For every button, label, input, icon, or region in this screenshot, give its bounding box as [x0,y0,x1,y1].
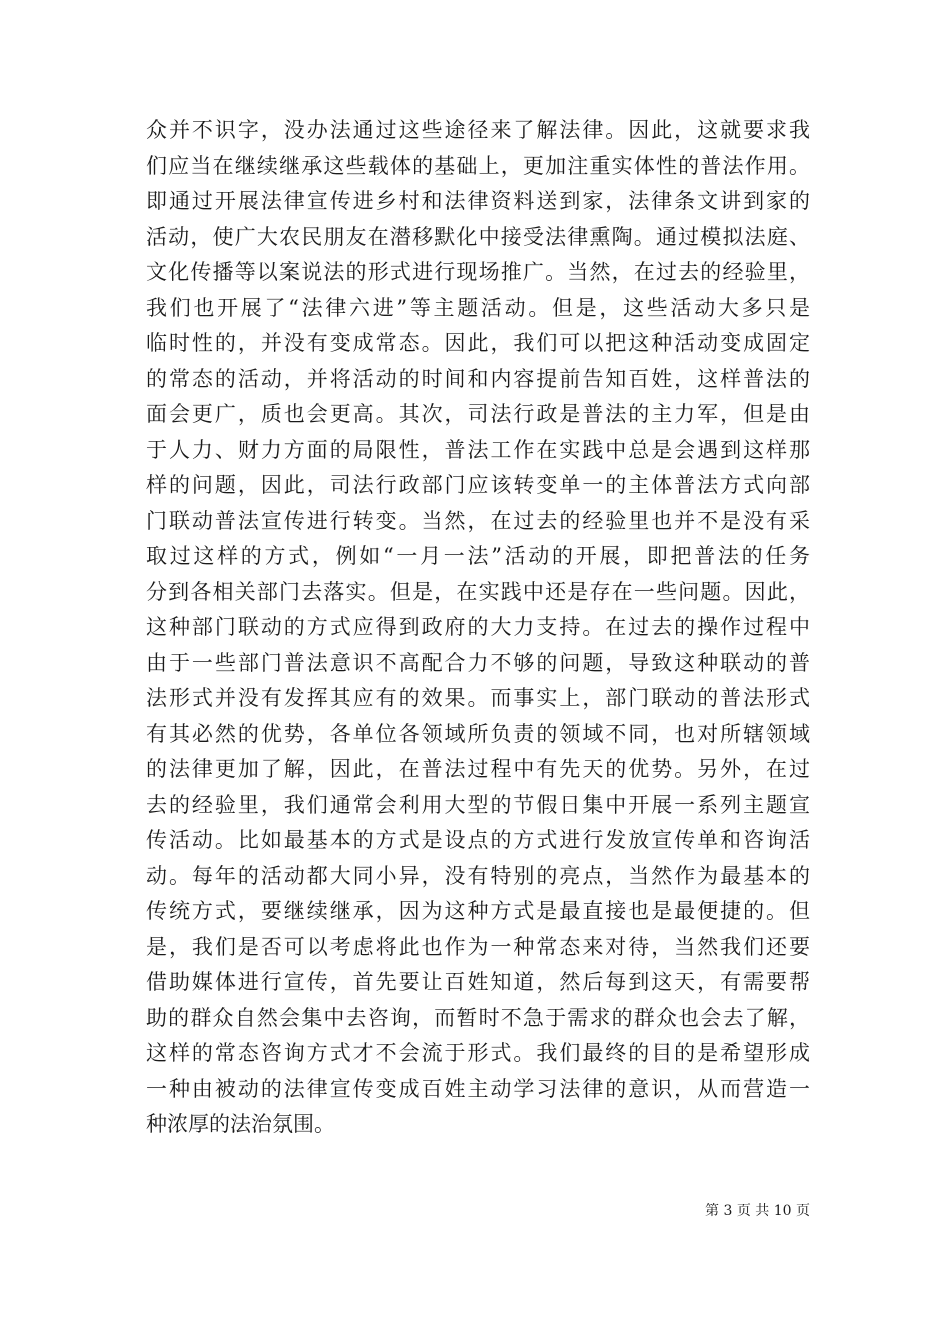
text-line: 法形式并没有发挥其应有的效果。而事实上，部门联动的普法形式 [146,686,810,710]
text-line: 门联动普法宣传进行转变。当然，在过去的经验里也并不是没有采 [146,508,810,533]
text-line: 样的问题，因此，司法行政部门应该转变单一的主体普法方式向部 [146,473,810,497]
text-line: 这样的常态咨询方式才不会流于形式。我们最终的目的是希望形成 [146,1041,810,1065]
text-line: 们应当在继续继承这些载体的基础上，更加注重实体性的普法作用。 [146,153,810,178]
text-line: 助的群众自然会集中去咨询，而暂时不急于需求的群众也会去了解， [146,1005,810,1030]
text-line: 动。每年的活动都大同小异，没有特别的亮点，当然作为最基本的 [146,863,810,888]
text-line: 去的经验里，我们通常会利用大型的节假日集中开展一系列主题宣 [146,792,810,817]
text-line: 传统方式，要继续继承，因为这种方式是最直接也是最便捷的。但 [146,899,810,923]
text-line: 分到各相关部门去落实。但是，在实践中还是存在一些问题。因此， [146,579,810,604]
text-line: 这种部门联动的方式应得到政府的大力支持。在过去的操作过程中 [146,615,810,639]
text-line: 种浓厚的法治氛围。 [146,1112,335,1136]
text-line: 面会更广，质也会更高。其次，司法行政是普法的主力军，但是由 [146,402,810,426]
text-line: 我们也开展了“法律六进”等主题活动。但是，这些活动大多只是 [146,295,810,320]
text-line: 由于一些部门普法意识不高配合力不够的问题，导致这种联动的普 [146,650,810,675]
text-line: 临时性的，并没有变成常态。因此，我们可以把这种活动变成固定 [146,331,810,355]
text-line: 的常态的活动，并将活动的时间和内容提前告知百姓，这样普法的 [146,366,810,391]
text-line: 活动，使广大农民朋友在潜移默化中接受法律熏陶。通过模拟法庭、 [146,224,810,249]
text-line: 文化传播等以案说法的形式进行现场推广。当然，在过去的经验里， [146,260,810,284]
text-line: 众并不识字，没办法通过这些途径来了解法律。因此，这就要求我 [146,118,810,142]
page-number: 第 3 页 共 10 页 [705,1203,810,1219]
text-line: 即通过开展法律宣传进乡村和法律资料送到家，法律条文讲到家的 [146,189,810,213]
text-line: 一种由被动的法律宣传变成百姓主动学习法律的意识，从而营造一 [146,1076,810,1101]
text-line: 取过这样的方式，例如“一月一法”活动的开展，即把普法的任务 [146,544,810,568]
text-line: 于人力、财力方面的局限性，普法工作在实践中总是会遇到这样那 [146,437,810,462]
text-line: 是，我们是否可以考虑将此也作为一种常态来对待，当然我们还要 [146,934,810,959]
body-text [146,113,810,1143]
text-line: 传活动。比如最基本的方式是设点的方式进行发放宣传单和咨询活 [146,828,810,852]
text-line: 借助媒体进行宣传，首先要让百姓知道，然后每到这天，有需要帮 [146,970,810,994]
text-line: 的法律更加了解，因此，在普法过程中有先天的优势。另外，在过 [146,757,810,781]
text-line: 有其必然的优势，各单位各领域所负责的领域不同，也对所辖领域 [146,721,810,746]
